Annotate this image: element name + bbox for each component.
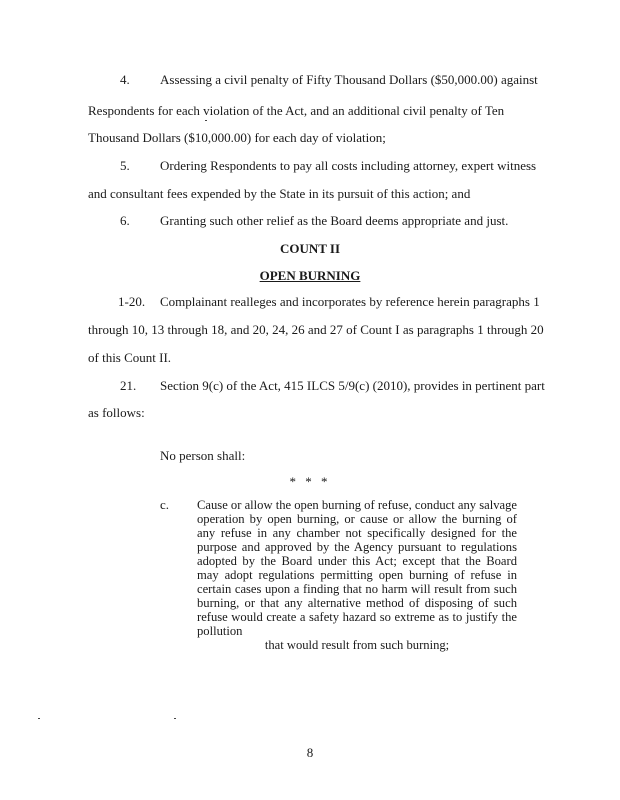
para-1-20-line-2: through 10, 13 through 18, and 20, 24, 26 and 27 of Count I as paragraphs 1 through 20 xyxy=(88,322,544,337)
quote-intro: No person shall: xyxy=(160,448,246,463)
quote-item-body: Cause or allow the open burning of refuse, conduct any salvage operation by open burning, or cause or allow the burning of any refuse in any chamber not specifically designed for the purpose and approved by the Agency pursuant to regulations adopted by the Board under this Act; except that the Board may adopt regulations permitting open burning of refuse in certain cases upon a finding that no harm will result from such burning, or that any alternative method of disposing of such refuse would create a safety hazard so extreme as to justify the pollution xyxy=(197,498,517,638)
page-number: 8 xyxy=(306,745,314,760)
item-6-line-1: Granting such other relief as the Board deems appropriate and just. xyxy=(160,213,509,228)
para-21-line-2: as follows: xyxy=(88,405,145,420)
para-1-20-number: 1-20. xyxy=(118,294,146,309)
scan-speck xyxy=(174,718,176,719)
quote-item-text xyxy=(197,498,517,652)
item-5-number: 5. xyxy=(120,158,130,173)
item-5-line-2: and consultant fees expended by the State in its pursuit of this action; and xyxy=(88,186,471,201)
quote-item-label: c. xyxy=(160,497,170,512)
item-4-line-3: Thousand Dollars ($10,000.00) for each day of violation; xyxy=(88,130,386,145)
item-6-number: 6. xyxy=(120,213,130,228)
para-21-line-1: Section 9(c) of the Act, 415 ILCS 5/9(c) (2010), provides in pertinent part xyxy=(160,378,545,393)
count-heading: COUNT II xyxy=(279,241,341,256)
item-4-line-1: Assessing a civil penalty of Fifty Thousand Dollars ($50,000.00) against xyxy=(160,72,538,87)
item-5-line-1: Ordering Respondents to pay all costs including attorney, expert witness xyxy=(160,158,537,173)
para-21-number: 21. xyxy=(120,378,137,393)
para-1-20-line-1: Complainant realleges and incorporates by reference herein paragraphs 1 xyxy=(160,294,540,309)
quote-item-last-line: that would result from such burning; xyxy=(264,638,450,652)
scan-speck xyxy=(38,718,40,719)
item-4-line-2: Respondents for each violation of the Act, and an additional civil penalty of Ten xyxy=(88,103,505,118)
item-4-number: 4. xyxy=(120,72,130,87)
count-subheading: OPEN BURNING xyxy=(259,268,361,283)
scan-speck xyxy=(205,120,207,121)
ellipsis-stars: * * * xyxy=(289,474,331,489)
para-1-20-line-3: of this Count II. xyxy=(88,350,172,365)
